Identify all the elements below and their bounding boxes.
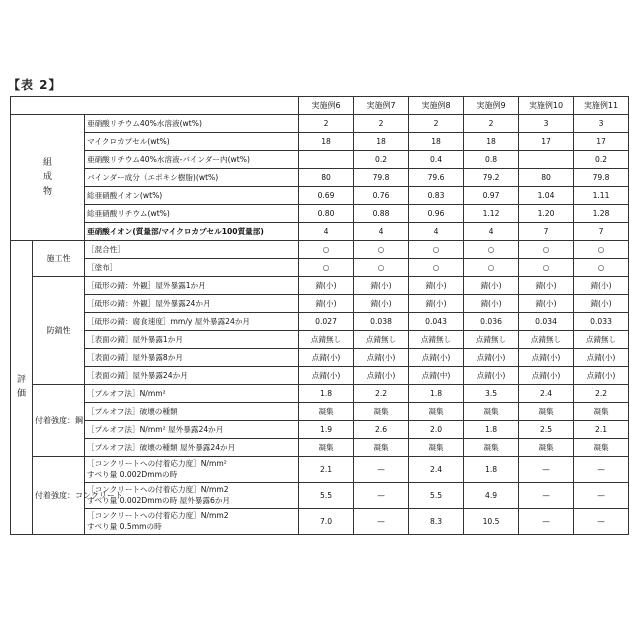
table-cell: 凝集	[574, 439, 629, 457]
row-label: 亜硝酸リチウム40%水溶液(wt%)	[85, 115, 299, 133]
adhesion-concrete-label: 付着強度：コンクリート	[33, 457, 85, 535]
table-cell: —	[354, 457, 409, 483]
column-header: 実施例9	[464, 97, 519, 115]
table-cell: 2.4	[519, 385, 574, 403]
table-cell: 5.5	[299, 483, 354, 509]
table-row	[11, 295, 629, 313]
table-cell: 錆(小)	[299, 295, 354, 313]
table-cell: 2	[354, 115, 409, 133]
table-cell: 凝集	[299, 439, 354, 457]
table-cell: 錆(小)	[299, 277, 354, 295]
table-cell: 1.11	[574, 187, 629, 205]
table-cell: 2.5	[519, 421, 574, 439]
table-cell: 1.9	[299, 421, 354, 439]
table-cell: 錆(小)	[519, 277, 574, 295]
adhesion-steel-label: 付着強度：鋼	[33, 385, 85, 457]
table-cell: ○	[409, 241, 464, 259]
table-cell: —	[574, 509, 629, 535]
table-row	[11, 223, 629, 241]
table-cell: 3.5	[464, 385, 519, 403]
table-cell: —	[354, 483, 409, 509]
table-cell: 1.8	[299, 385, 354, 403]
table-cell: 凝集	[409, 439, 464, 457]
table-cell: 4	[464, 223, 519, 241]
table-cell: 8.3	[409, 509, 464, 535]
table-cell	[299, 151, 354, 169]
table-cell: 1.8	[409, 385, 464, 403]
table-row	[11, 349, 629, 367]
table-cell: 5.5	[409, 483, 464, 509]
table-cell: 3	[574, 115, 629, 133]
table-cell: 0.88	[354, 205, 409, 223]
table-cell: 凝集	[519, 403, 574, 421]
table-cell: 錆(小)	[574, 277, 629, 295]
row-label: 亜硝酸リチウム40%水溶液-バインダー内(wt%)	[85, 151, 299, 169]
table-cell: 錆(小)	[464, 277, 519, 295]
table-cell: 凝集	[299, 403, 354, 421]
table-cell: 1.28	[574, 205, 629, 223]
table-cell: —	[519, 457, 574, 483]
table-row	[11, 331, 629, 349]
table-cell: 点錆無し	[519, 331, 574, 349]
row-label-line: すべり量 0.5mmの時	[87, 522, 162, 531]
workability-label: 施工性	[33, 241, 85, 277]
table-cell: 17	[574, 133, 629, 151]
table-cell: 17	[519, 133, 574, 151]
table-cell: 7	[574, 223, 629, 241]
column-header: 実施例8	[409, 97, 464, 115]
table-cell: 0.027	[299, 313, 354, 331]
table-cell: 錆(小)	[354, 295, 409, 313]
row-label: ［プルオフ法］破壊の種類	[85, 403, 299, 421]
table-cell: 点錆無し	[464, 331, 519, 349]
table-cell: 点錆(小)	[409, 349, 464, 367]
table-cell	[519, 151, 574, 169]
table-cell: ○	[574, 259, 629, 277]
table-cell: 2.0	[409, 421, 464, 439]
table-cell: 点錆(小)	[354, 349, 409, 367]
header-row	[11, 97, 629, 115]
table-cell: 点錆(小)	[574, 349, 629, 367]
column-header: 実施例11	[574, 97, 629, 115]
table-cell: 凝集	[464, 403, 519, 421]
table-cell: 18	[464, 133, 519, 151]
table-cell: 2	[409, 115, 464, 133]
table-cell: 7.0	[299, 509, 354, 535]
table-cell: 錆(小)	[574, 295, 629, 313]
table-cell: 2.2	[354, 385, 409, 403]
row-label: ［プルオフ法］N/mm² 屋外暴露24か月	[85, 421, 299, 439]
table-cell: 2.6	[354, 421, 409, 439]
row-label	[85, 509, 299, 535]
table-cell: 錆(小)	[409, 277, 464, 295]
table-row	[11, 457, 629, 483]
composition-label: 組 成 物	[11, 115, 85, 241]
row-label: 総亜硝酸イオン(wt%)	[85, 187, 299, 205]
row-label: ［混合性］	[85, 241, 299, 259]
table-cell: 2.4	[409, 457, 464, 483]
table-cell: 4	[409, 223, 464, 241]
table-cell: 凝集	[409, 403, 464, 421]
table-cell: 凝集	[354, 403, 409, 421]
row-label: ［プルオフ法］破壊の種類 屋外暴露24か月	[85, 439, 299, 457]
table-cell: 0.043	[409, 313, 464, 331]
table-label: 【表 2】	[8, 76, 62, 93]
table-cell: ○	[519, 241, 574, 259]
table-cell: 80	[299, 169, 354, 187]
table-cell: 凝集	[519, 439, 574, 457]
table-cell: 0.8	[464, 151, 519, 169]
table-cell: 点錆(小)	[574, 367, 629, 385]
row-label: バインダー成分（エポキシ樹脂)(wt%)	[85, 169, 299, 187]
table-cell: 0.4	[409, 151, 464, 169]
table-cell: ○	[354, 241, 409, 259]
table-cell: —	[574, 457, 629, 483]
row-label: ［砥形の錆：外観］屋外暴露24か月	[85, 295, 299, 313]
table-cell: 0.038	[354, 313, 409, 331]
row-label: ［表面の錆］屋外暴露8か月	[85, 349, 299, 367]
table-cell: 1.20	[519, 205, 574, 223]
table-cell: —	[354, 509, 409, 535]
table-cell: 点錆(小)	[519, 367, 574, 385]
table-cell: ○	[299, 259, 354, 277]
table-cell: 2	[299, 115, 354, 133]
row-label: 総亜硝酸リチウム(wt%)	[85, 205, 299, 223]
table-cell: 2.1	[299, 457, 354, 483]
table-row	[11, 439, 629, 457]
table-cell: 0.83	[409, 187, 464, 205]
table-cell: 18	[354, 133, 409, 151]
table-cell: 点錆(小)	[299, 349, 354, 367]
column-header: 実施例7	[354, 97, 409, 115]
table-cell: 0.96	[409, 205, 464, 223]
row-label-line: すべり量 0.002Dmmの時	[87, 470, 177, 479]
table-cell: 79.8	[574, 169, 629, 187]
table-cell: 点錆(小)	[464, 349, 519, 367]
table-cell: 0.76	[354, 187, 409, 205]
table-cell: 0.69	[299, 187, 354, 205]
table-cell: 点錆無し	[299, 331, 354, 349]
table-row	[11, 241, 629, 259]
table-row	[11, 313, 629, 331]
table-cell: 10.5	[464, 509, 519, 535]
table-cell: 0.2	[574, 151, 629, 169]
table-cell: ○	[464, 241, 519, 259]
table-cell: 0.97	[464, 187, 519, 205]
table-cell: 2.2	[574, 385, 629, 403]
row-label: ［砥形の錆：外観］屋外暴露1か月	[85, 277, 299, 295]
table-cell: 点錆(小)	[464, 367, 519, 385]
table-row	[11, 367, 629, 385]
row-label: ［プルオフ法］N/mm²	[85, 385, 299, 403]
table-cell: 2	[464, 115, 519, 133]
row-label-line: すべり量 0.002Dmmの時 屋外暴露6か月	[87, 496, 230, 505]
table-cell: 0.2	[354, 151, 409, 169]
table-cell: 0.033	[574, 313, 629, 331]
table-cell: ○	[574, 241, 629, 259]
rust-prevention-label: 防錆性	[33, 277, 85, 385]
table-cell: 0.80	[299, 205, 354, 223]
evaluation-label: 評 価	[11, 241, 33, 535]
table-cell: 0.034	[519, 313, 574, 331]
table-cell: 2.1	[574, 421, 629, 439]
table-row	[11, 151, 629, 169]
table-row	[11, 509, 629, 535]
table-cell: ○	[464, 259, 519, 277]
table-row	[11, 403, 629, 421]
table-cell: 0.036	[464, 313, 519, 331]
table-cell: 1.12	[464, 205, 519, 223]
table-cell: 79.8	[354, 169, 409, 187]
table-row	[11, 115, 629, 133]
table-cell: 錆(小)	[464, 295, 519, 313]
row-label-line: ［コンクリートへの付着応力度］N/mm2	[87, 485, 229, 494]
table-cell: 凝集	[464, 439, 519, 457]
row-label: ［表面の錆］屋外暴露1か月	[85, 331, 299, 349]
table-cell: 18	[409, 133, 464, 151]
table-cell: 4	[299, 223, 354, 241]
table-cell: —	[519, 483, 574, 509]
table-cell: 凝集	[354, 439, 409, 457]
table-cell: 18	[299, 133, 354, 151]
table-row	[11, 169, 629, 187]
row-label: ［砥形の錆：腐食速度］mm/y 屋外暴露24か月	[85, 313, 299, 331]
column-header: 実施例10	[519, 97, 574, 115]
row-label	[85, 483, 299, 509]
composition-section	[11, 115, 629, 241]
table-cell: 79.6	[409, 169, 464, 187]
table-cell: —	[574, 483, 629, 509]
table-row	[11, 133, 629, 151]
table-cell: 3	[519, 115, 574, 133]
row-label-line: ［コンクリートへの付着応力度］N/mm²	[87, 459, 227, 468]
row-label: 亜硝酸イオン(質量部/マイクロカプセル100質量部)	[85, 223, 299, 241]
table-cell: ○	[409, 259, 464, 277]
table-cell: 錆(小)	[409, 295, 464, 313]
table-row	[11, 483, 629, 509]
table-cell: 点錆(中)	[409, 367, 464, 385]
table-row	[11, 205, 629, 223]
row-label: ［塗布］	[85, 259, 299, 277]
table-cell: 80	[519, 169, 574, 187]
table-row	[11, 259, 629, 277]
table-cell: 点錆(小)	[354, 367, 409, 385]
table-cell: 凝集	[574, 403, 629, 421]
row-label-line: ［コンクリートへの付着応力度］N/mm2	[87, 511, 229, 520]
table-cell: ○	[354, 259, 409, 277]
table-cell: 79.2	[464, 169, 519, 187]
table-cell: 点錆無し	[574, 331, 629, 349]
table-cell: 錆(小)	[519, 295, 574, 313]
table-cell: 4	[354, 223, 409, 241]
table-cell: ○	[299, 241, 354, 259]
table-cell: —	[519, 509, 574, 535]
table-cell: 1.04	[519, 187, 574, 205]
row-label: マイクロカプセル(wt%)	[85, 133, 299, 151]
table-row	[11, 187, 629, 205]
table-row	[11, 277, 629, 295]
table-cell: 点錆無し	[409, 331, 464, 349]
header-blank	[11, 97, 299, 115]
row-label	[85, 457, 299, 483]
table-cell: 4.9	[464, 483, 519, 509]
evaluation-section	[11, 241, 629, 535]
table-row	[11, 421, 629, 439]
table-cell: 点錆(小)	[519, 349, 574, 367]
row-label: ［表面の錆］屋外暴露24か月	[85, 367, 299, 385]
table-cell: 1.8	[464, 421, 519, 439]
table-cell: 1.8	[464, 457, 519, 483]
table-row	[11, 385, 629, 403]
table-cell: 7	[519, 223, 574, 241]
table-cell: ○	[519, 259, 574, 277]
table-cell: 点錆無し	[354, 331, 409, 349]
table-cell: 錆(小)	[354, 277, 409, 295]
column-header: 実施例6	[299, 97, 354, 115]
table-cell: 点錆(小)	[299, 367, 354, 385]
results-table	[10, 96, 629, 535]
